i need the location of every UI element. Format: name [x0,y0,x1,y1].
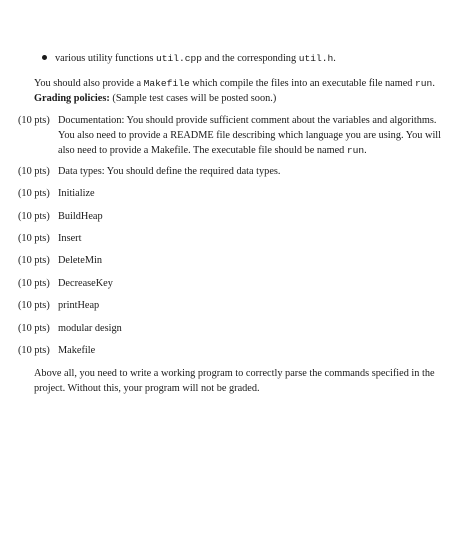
item-description: BuildHeap [58,211,103,222]
item-points: (10 pts) [18,166,50,177]
makefile-text-suffix: . [432,78,435,89]
item-points: (10 pts) [18,323,50,334]
item-points: (10 pts) [18,233,50,244]
item-description: Makefile [58,345,96,356]
utility-functions-bullet [42,51,452,66]
util-cpp-code: util.cpp [155,53,203,64]
run-code: run [415,78,433,89]
grading-policies [34,91,454,106]
item-line: Documentation: You should provide sufficient comment about the variables and algorithms. [58,115,437,126]
makefile-paragraph [34,76,454,91]
closing-line: project. Without this, your program will not be graded. [34,383,260,394]
bullet-text-middle: and the corresponding [202,53,299,64]
item-description [58,113,468,158]
item-description: Data types: You should define the required data types. [58,166,281,177]
makefile-text-prefix: You should also provide a [34,78,144,89]
grading-heading: Grading policies: [34,93,110,104]
bullet-text-suffix: . [333,53,336,64]
item-points: (10 pts) [18,255,50,266]
item-line-text: also need to provide a Makefile. The executable file should be named [58,145,347,156]
item-line-suffix: . [364,145,367,156]
item-description: DeleteMin [58,255,103,266]
makefile-code: Makefile [143,78,190,89]
item-line: You also need to provide a README file describing which language you are using. You will [58,130,442,141]
grading-note: (Sample test cases will be posted soon.) [109,93,277,104]
run-code: run [346,145,365,156]
bullet-icon [42,55,47,60]
closing-paragraph [34,366,454,396]
item-description: modular design [58,323,122,334]
item-points: (10 pts) [18,300,50,311]
item-points: (10 pts) [18,211,50,222]
bullet-text-prefix: various utility functions [55,53,156,64]
item-description: DecreaseKey [58,278,113,289]
item-points: (10 pts) [18,278,50,289]
item-description: Insert [58,233,82,244]
item-points: (10 pts) [18,345,50,356]
item-description: printHeap [58,300,100,311]
closing-line: Above all, you need to write a working program to correctly parse the commands specified in the [34,368,435,379]
item-points: (10 pts) [18,188,50,199]
makefile-text-middle: which compile the files into an executable file named [189,78,416,89]
item-line-last [58,143,468,158]
util-h-code: util.h [298,53,334,64]
item-points: (10 pts) [18,115,50,126]
item-description: Initialize [58,188,95,199]
